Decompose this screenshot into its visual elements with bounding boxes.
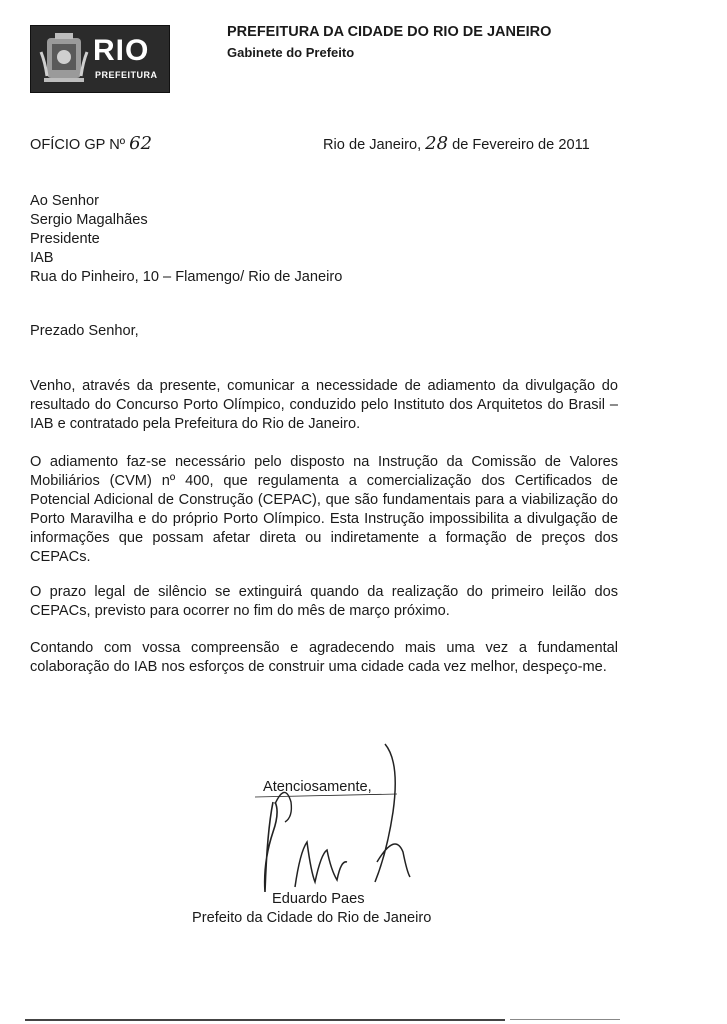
- footer-divider: [25, 1019, 505, 1021]
- recipient-line: IAB: [30, 250, 54, 266]
- body-paragraph: O prazo legal de silêncio se extinguirá quando da realização do primeiro leilão dos CEPACs, previsto para ocorrer no fim do mês de março próximo.: [30, 584, 618, 619]
- body-paragraph: Venho, através da presente, comunicar a necessidade de adiamento da divulgação do resultado do Concurso Porto Olímpico, conduzido pelo Instituto dos Arquitetos do Brasil – IAB e contratado pela Prefeitura do Rio de Janeiro.: [30, 378, 618, 432]
- logo-subtext: PREFEITURA: [95, 70, 158, 80]
- oficio-number-handwritten: 62: [129, 133, 153, 154]
- recipient-line: Ao Senhor: [30, 193, 99, 209]
- recipient-line: Presidente: [30, 231, 100, 247]
- body-paragraph: Contando com vossa compreensão e agradecendo mais uma vez a fundamental colaboração do IAB nos esforços de construir uma cidade cada vez melhor, despeço-me.: [30, 640, 618, 675]
- header-subtitle: Gabinete do Prefeito: [227, 45, 355, 60]
- footer-divider: [510, 1019, 620, 1020]
- oficio-reference: [30, 134, 152, 155]
- header-title: PREFEITURA DA CIDADE DO RIO DE JANEIRO: [227, 24, 552, 40]
- signature-image: [245, 742, 425, 902]
- coat-of-arms-icon: [39, 32, 89, 84]
- letter-date: [323, 134, 590, 155]
- salutation: Prezado Senhor,: [30, 323, 139, 339]
- date-rest: de Fevereiro de 2011: [452, 137, 590, 153]
- date-day-handwritten: 28: [425, 133, 449, 154]
- oficio-label: OFÍCIO GP Nº: [30, 137, 126, 153]
- rio-prefeitura-logo: [30, 25, 170, 93]
- logo-text: RIO: [93, 34, 150, 67]
- signer-title: Prefeito da Cidade do Rio de Janeiro: [192, 910, 432, 926]
- recipient-line: Sergio Magalhães: [30, 212, 148, 228]
- closing: Atenciosamente,: [263, 779, 372, 795]
- signer-name: Eduardo Paes: [272, 891, 365, 907]
- body-paragraph: O adiamento faz-se necessário pelo disposto na Instrução da Comissão de Valores Mobiliários (CVM) nº 400, que regulamenta a comercialização dos Certificados de Potencial Adicional de Construção (CEPAC), que são fundamentais para a viabilização do Porto Maravilha e do próprio Porto Olímpico. Esta Instrução impossibilita a divulgação de informações que possam afetar direta ou indiretamente a formação de preços dos CEPACs.: [30, 454, 618, 565]
- recipient-line: Rua do Pinheiro, 10 – Flamengo/ Rio de Janeiro: [30, 269, 343, 285]
- date-city: Rio de Janeiro,: [323, 137, 422, 153]
